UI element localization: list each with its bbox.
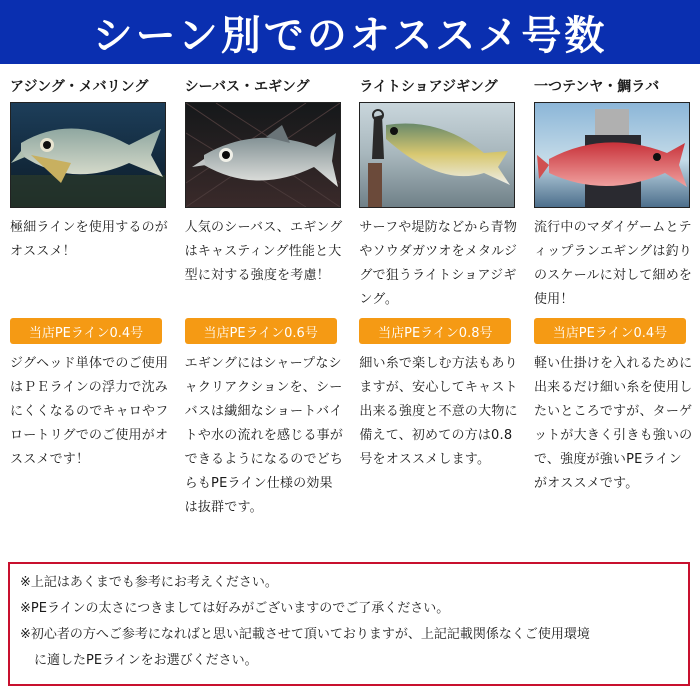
column-title: アジング・メバリング — [10, 79, 149, 95]
recommended-line-badge: 当店PEライン0.8号 — [359, 318, 511, 344]
red-sea-bream-photo — [534, 102, 690, 208]
column-title: 一つテンヤ・鯛ラバ — [533, 79, 660, 95]
column-detail: エギングにはシャープなシャクリアクションを、シーバスは繊細なショートバイトや水の流れを感じる事ができるようになるのでどちらもPEライン仕様の効果は抜群です。 — [184, 356, 344, 515]
notes-box — [8, 562, 690, 686]
scene-column-tenya-tairaba — [534, 76, 694, 556]
scene-columns — [10, 76, 694, 556]
recommended-line-badge: 当店PEライン0.6号 — [185, 318, 337, 344]
column-detail: 細い糸で楽しむ方法もありますが、安心してキャスト出来る強度と不意の大物に備えて、初めての方は0.8号をオススメします。 — [359, 356, 518, 467]
recommended-line-badge: 当店PEライン0.4号 — [10, 318, 162, 344]
note-line: に適したPEラインをお選びください。 — [34, 653, 258, 668]
recommended-line-badge: 当店PEライン0.4号 — [534, 318, 686, 344]
column-description: サーフや堤防などから青物やソウダガツオをメタルジグで狙うライトショアジギング。 — [359, 220, 518, 307]
scene-column-ajing — [10, 76, 170, 556]
column-detail: ジグヘッド単体でのご使用はＰＥラインの浮力で沈みにくくなるのでキャロやフロートリグでのご使用がオススメです！ — [10, 356, 169, 467]
scene-column-seabass — [185, 76, 345, 556]
title-banner — [0, 0, 700, 64]
note-line: ※PEラインの太さにつきましては好みがございますのでご了承ください。 — [20, 601, 450, 616]
column-description: 流行中のマダイゲームとティップランエギングは釣りのスケールに対して細めを使用！ — [533, 220, 693, 307]
sea-bass-photo — [185, 102, 341, 208]
column-title: シーバス・エギング — [184, 79, 310, 95]
column-detail: 軽い仕掛けを入れるために出来るだけ細い糸を使用したいところですが、ターゲットが大きく引きも強いので、強度が強いPEラインがオススメです。 — [533, 356, 693, 491]
note-line: ※上記はあくまでも参考にお考えください。 — [20, 575, 278, 590]
scene-column-light-shore-jigging — [359, 76, 519, 556]
column-description: 極細ラインを使用するのがオススメ！ — [10, 220, 169, 259]
column-title: ライトショアジギング — [359, 79, 498, 95]
column-description: 人気のシーバス、エギングはキャスティング性能と大型に対する強度を考慮！ — [184, 220, 343, 283]
yellowtail-photo — [359, 102, 515, 208]
horse-mackerel-photo — [10, 102, 166, 208]
page-title: シーン別でのオススメ号数 — [92, 12, 608, 59]
note-line: ※初心者の方へご参考になればと思い記載させて頂いておりますが、上記記載関係なくご使用環境 — [20, 627, 590, 642]
